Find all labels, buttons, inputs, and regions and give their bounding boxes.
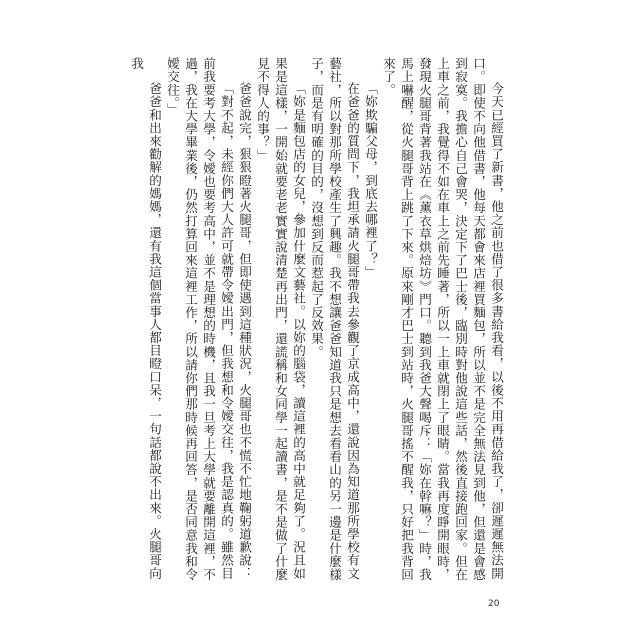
paragraph-2: 「妳欺騙父母，到底去哪裡了？」 — [363, 82, 378, 279]
page-number: 20 — [488, 599, 500, 609]
vertical-text-body — [129, 57, 505, 592]
paragraph-4: 「妳是麵包店的女兒，參加什麼文藝社。以妳的腦袋，讀這裡的高中就足夠了。況且如果是這樣，一開始就要老老實實說清楚再出門，還謊稱和女同學一起讀書，是不是做了什麼見不得人的事？」 — [255, 57, 306, 581]
paragraph-6: 「對不起，未經你們大人許可就帶令嬡出門，但我想和令嬡交往，我是認真的。雖然目前我要考大學，令嬡也要考高中，並不是理想的時機，且我一旦考上大學就要離開這裡，不過，我在大學畢業後，仍然打算回來這裡工作，所以請你們那時候再回答，是否同意我和令嬡交往。」 — [165, 57, 234, 581]
paragraph-5: 爸爸說完，狠狠瞪著火腿哥，但即使遇到這種狀況，火腿哥也不慌不忙地鞠躬道歉說： — [237, 82, 252, 580]
paragraph-3: 在爸爸的質問下，我坦承請火腿哥帶我去參觀了京成高中，還說因為知道那所學校有文藝社，所以對那所學校產生了興趣。我不想讓爸爸知道我只是想去看看山的另一邊是什麼樣子，而是有明確的目的，沒想到反而惹起了反效果。 — [309, 57, 360, 581]
paragraph-7: 爸爸和出來勸解的媽媽，還有我這個當事人都目瞪口呆，一句話都說不出來。火腿哥向我 — [129, 57, 162, 580]
paragraph-1: 今天已經買了新書，他之前也借了很多書給我看，以後不用再借給我了，卻遲遲無法開口。即使不向他借書，他每天都會來店裡買麵包，所以並不是完全無法見到他，但還是會感到寂寞。我擔心自己會哭，決定下了巴士後，臨別時對他說這些話，然後直接跑回家。但在上車之前，我覺得不如在車上之前先睡著，所以一上車就閉上了眼睛。當我再度睜開眼時，發現火腿哥背著我站在《薰衣草烘焙坊》門口。聽到我爸大聲喝斥：「妳在幹嘛？」時，我馬上嚇醒，從火腿哥背上跳了下來。原來剛才巴士到站時，火腿哥搖不醒我，只好把我背回來了。 — [381, 57, 504, 581]
